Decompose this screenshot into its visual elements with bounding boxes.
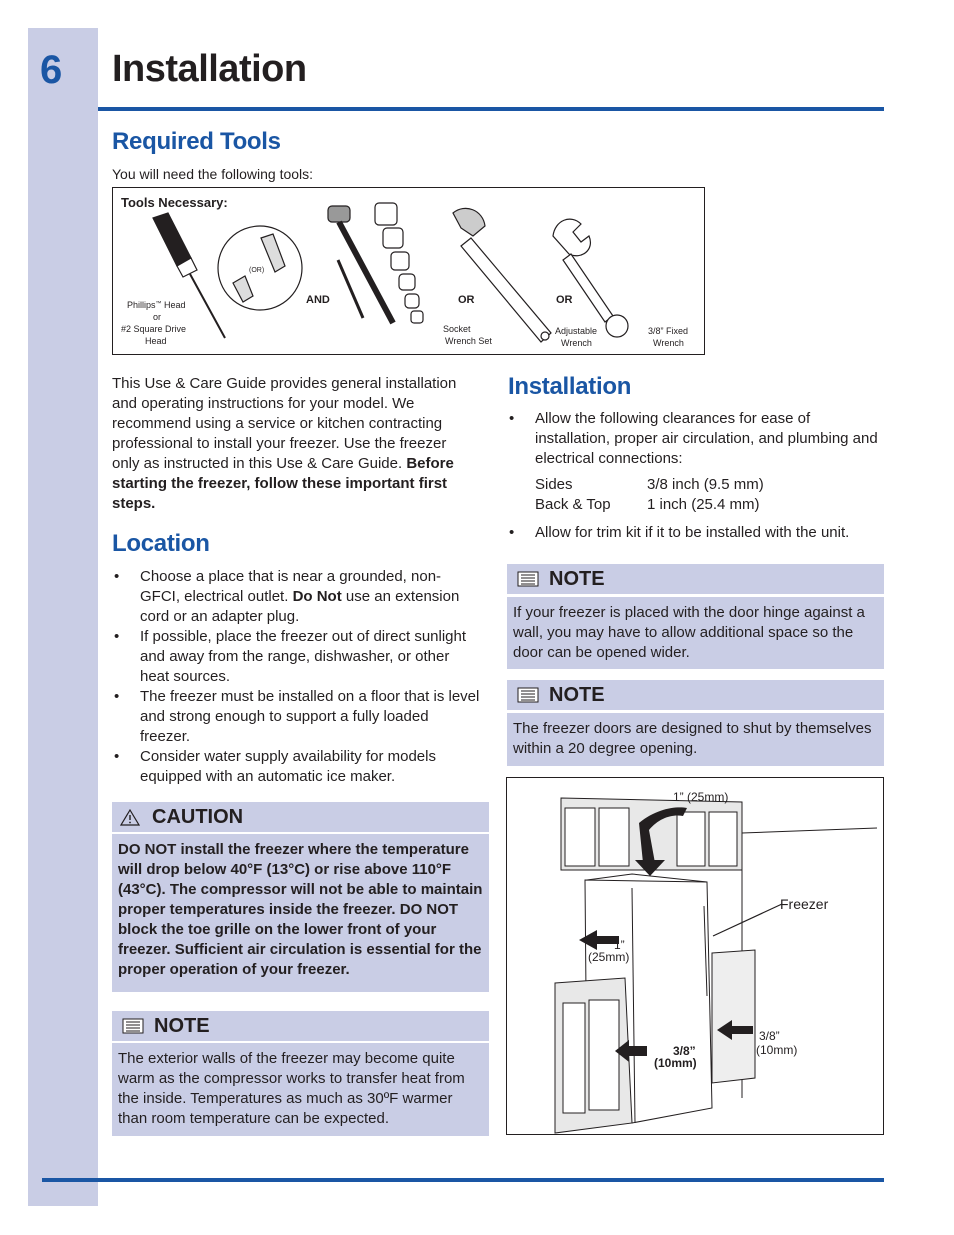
fixed-wrench-icon	[553, 219, 628, 337]
socket-set-icon	[328, 203, 423, 323]
screwdriver-icon	[153, 213, 225, 338]
head-label: Head	[145, 336, 167, 346]
side-clearance-label-1: 1”	[614, 938, 625, 952]
note-left-body: The exterior walls of the freezer may become quite warm as the compressor works to transfer heat from the inside. Temperatures as much as 30ºF warmer than room temperature can be expected.	[112, 1043, 489, 1136]
driver-bits-icon	[218, 226, 302, 310]
location-heading: Location	[112, 530, 210, 557]
note-icon	[517, 687, 539, 703]
header-rule	[98, 107, 884, 111]
note-left-header: NOTE	[112, 1011, 489, 1041]
note-right-2-header: NOTE	[507, 680, 884, 710]
bottom-clearance-label-1: 3/8”	[673, 1044, 696, 1058]
note-right-1-body: If your freezer is placed with the door hinge against a wall, you may have to allow additional space so the door can be opened wider.	[507, 597, 884, 669]
list-item: • The freezer must be installed on a floor that is level and strong enough to support a fully loaded freezer.	[112, 687, 480, 747]
right-clearance-label-1: 3/8”	[759, 1029, 780, 1043]
required-tools-heading: Required Tools	[112, 128, 281, 155]
adjustable-wrench-icon	[453, 208, 551, 342]
list-item: • If possible, place the freezer out of direct sunlight and away from the range, dishwasher, or other heat sources.	[112, 627, 480, 687]
or-label-2: OR	[556, 294, 573, 306]
caution-body: DO NOT install the freezer where the temperature will drop below 40°F (13°C) or rise above 110°F (43°C). The compressor will not be able to maintain proper temperatures inside the freezer. DO NOT block the toe grille on the lower front of your freezer. Sufficient air circulation is essential for the proper operation of your freezer.	[112, 834, 489, 992]
intro-paragraph: This Use & Care Guide provides general installation and operating instructions for your model. We recommend using a service or kitchen contracting professional to install your freezer. Use the freezer only as instructed in this Use & Care Guide. Before starting the freezer, follow these important first steps.	[112, 375, 457, 512]
bit-or-label: (OR)	[249, 267, 265, 274]
side-clearance-label-2: (25mm)	[588, 950, 630, 964]
adjustable-label-2: Wrench	[561, 338, 592, 348]
footer-rule	[42, 1178, 884, 1182]
adjustable-label-1: Adjustable	[555, 326, 598, 336]
tools-illustration	[112, 187, 705, 355]
bottom-clearance-label-2: (10mm)	[654, 1056, 697, 1070]
clearance-table	[535, 475, 764, 515]
svg-text:Phillips™ Head: Phillips™ Head	[127, 300, 186, 310]
page-sidebar	[28, 28, 98, 1206]
table-row: Sides 3/8 inch (9.5 mm)	[535, 476, 764, 493]
list-item: • Consider water supply availability for models equipped with an automatic ice maker.	[112, 747, 480, 787]
table-row: Back & Top 1 inch (25.4 mm)	[535, 496, 760, 513]
socket-label-2: Wrench Set	[445, 336, 492, 346]
caution-header: CAUTION	[112, 802, 489, 832]
top-clearance-label: 1” (25mm)	[673, 790, 729, 804]
note-right-2-body: The freezer doors are designed to shut by themselves within a 20 degree opening.	[507, 713, 884, 766]
square-drive-label: #2 Square Drive	[121, 324, 187, 334]
tools-drawing	[113, 188, 704, 354]
or-label-1: OR	[458, 294, 475, 306]
warning-icon	[120, 808, 140, 826]
installation-list	[507, 409, 879, 543]
page-number: 6	[40, 48, 63, 92]
freezer-label: Freezer	[780, 896, 829, 912]
tools-box-title: Tools Necessary:	[121, 195, 228, 210]
fixed-label-1: 3/8” Fixed	[648, 326, 689, 336]
page-title: Installation	[112, 48, 307, 90]
list-item: • Choose a place that is near a grounded, non-GFCI, electrical outlet. Do Not use an extension cord or an adapter plug.	[112, 567, 480, 627]
list-item: • Allow the following clearances for ease of installation, proper air circulation, and plumbing and electrical connections:	[507, 409, 879, 469]
note-icon	[517, 571, 539, 587]
installation-heading: Installation	[508, 373, 632, 400]
list-item: • Allow for trim kit if it to be installed with the unit.	[507, 523, 879, 543]
note-icon	[122, 1018, 144, 1034]
kitchen-diagram	[507, 778, 883, 1134]
required-tools-intro: You will need the following tools:	[112, 166, 314, 182]
socket-label-1: Socket	[443, 324, 471, 334]
right-clearance-label-2: (10mm)	[756, 1043, 798, 1057]
clearance-diagram	[506, 777, 884, 1135]
or-small-label: or	[153, 312, 162, 322]
location-list	[112, 567, 480, 787]
and-label: AND	[306, 294, 330, 306]
note-right-1-header: NOTE	[507, 564, 884, 594]
fixed-label-2: Wrench	[653, 338, 684, 348]
